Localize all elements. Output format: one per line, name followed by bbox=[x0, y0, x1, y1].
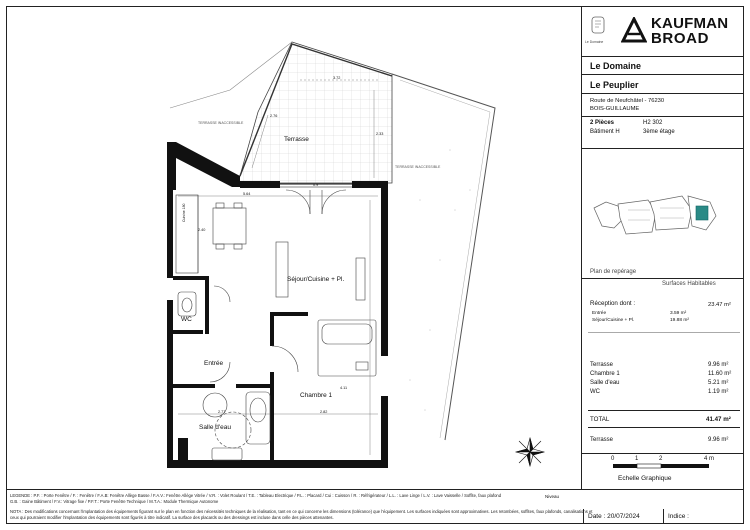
date-cell bbox=[583, 509, 664, 524]
site-plan-map bbox=[592, 192, 740, 254]
site-plan-highlight bbox=[696, 206, 708, 220]
dim-bed-width: 2.82 bbox=[320, 410, 328, 414]
building-name: Le Peuplier bbox=[590, 80, 639, 90]
surface-row-label: WC bbox=[590, 389, 600, 395]
room-label-sejour: Séjour/Cuisine + Pl. bbox=[287, 276, 345, 283]
surface-row-label: Salle d'eau bbox=[590, 380, 620, 386]
total-label: TOTAL bbox=[590, 416, 610, 423]
dim-terrace-diag: 2.76 bbox=[270, 114, 278, 118]
kaufman-broad-logo-icon bbox=[621, 17, 647, 43]
nota-line-1: NOTA : Des modifications concernant l'implantation des équipements figurant sur le plan en fonction des nécessités techniques de la réalisation, tant en ce qui concerne les dimensions (tolérance) que l'équipement. Les surfaces indiquées sont approximatives. Les retombées, soffites, faux plafonds, canalisations et bbox=[10, 509, 593, 514]
brand-name-line1: KAUFMAN bbox=[651, 15, 729, 32]
entree-value: 3.59 m² bbox=[670, 311, 687, 316]
level-label: Niveau bbox=[545, 494, 560, 499]
annex-value: 9.96 m² bbox=[708, 437, 729, 443]
surface-row-value: 1.19 m² bbox=[708, 389, 729, 395]
scale-tick-label: 0 bbox=[611, 456, 615, 462]
label-terrasse-inaccessible-left: TERRASSE INACCESSIBLE bbox=[198, 121, 244, 125]
scale-caption: Echelle Graphique bbox=[618, 475, 672, 482]
surfaces-title: Surfaces Habitables bbox=[662, 281, 716, 287]
surface-row-value: 5.21 m² bbox=[708, 380, 729, 386]
unit-code: H2 302 bbox=[643, 120, 663, 126]
surface-row-value: 9.96 m² bbox=[708, 362, 729, 368]
index-label: Indice : bbox=[668, 513, 689, 520]
info-sidebar bbox=[581, 7, 744, 489]
legend-footer bbox=[6, 489, 744, 525]
unit-type: 2 Pièces bbox=[590, 120, 615, 126]
residence-logo-caption: Le Domaine bbox=[585, 40, 604, 44]
terrace-area bbox=[238, 42, 392, 183]
scale-tick-label: 1 bbox=[635, 456, 639, 462]
room-label-entree: Entrée bbox=[204, 360, 224, 367]
compass-icon bbox=[516, 438, 544, 466]
unit-floor: 3ème étage bbox=[643, 129, 675, 135]
label-terrasse-inaccessible-right: TERRASSE INACCESSIBLE bbox=[395, 165, 441, 169]
room-label-salle-eau: Salle d'eau bbox=[199, 424, 231, 431]
scale-tick-label: 4 m bbox=[704, 456, 715, 462]
address-line-2: BOIS-GUILLAUME bbox=[590, 106, 640, 112]
surface-row-value: 11.60 m² bbox=[708, 371, 732, 377]
apartment-walls bbox=[167, 142, 388, 468]
dim-kitchen: 2.40 bbox=[198, 228, 206, 232]
reception-label: Réception dont : bbox=[590, 300, 636, 307]
dim-terrace-height: 2.33 bbox=[376, 132, 384, 136]
dim-living-width: 5.64 bbox=[243, 192, 251, 196]
residence-logo-icon bbox=[591, 16, 605, 36]
total-value: 41.47 m² bbox=[706, 416, 731, 423]
sejour-label: Séjour/Cuisine + Pl. bbox=[592, 318, 635, 323]
entree-label: Entrée bbox=[592, 311, 607, 316]
annex-label: Terrasse bbox=[590, 437, 614, 443]
nota-line-2: ceux qui pourraient modifier l'implantation des équipements sont figurés à titre indicatif. La surface des placards ou des dressings est incluse dans celle des pièces attenantes. bbox=[10, 515, 334, 520]
index-cell bbox=[663, 509, 745, 524]
legend-line-2: G.B. : Gaine Bâtiment / F.V.: Vitrage fixe / P.F.T.: Porte Fenêtre Technique / M.T.A.: Module Thermique Autonome bbox=[10, 499, 219, 504]
surface-row-label: Chambre 1 bbox=[590, 371, 620, 377]
unit-building: Bâtiment H bbox=[590, 129, 620, 135]
label-cuisine: Cuisine 180 bbox=[182, 203, 186, 222]
scale-tick-label: 2 bbox=[659, 456, 663, 462]
address-line-1: Route de Neufchâtel - 76230 bbox=[590, 98, 665, 104]
room-label-wc: WC bbox=[181, 316, 192, 323]
brand-name-line2: BROAD bbox=[651, 30, 709, 47]
inaccessible-terrace-right bbox=[392, 74, 495, 440]
dim-bed-height: 4.11 bbox=[340, 386, 348, 390]
dim-bath-width: 2.77 bbox=[218, 410, 226, 414]
surface-row-label: Terrasse bbox=[590, 362, 614, 368]
room-label-chambre: Chambre 1 bbox=[300, 392, 333, 399]
date-label: Date : 20/07/2024 bbox=[588, 513, 640, 520]
dim-terrace-width: 3.72 bbox=[333, 76, 341, 80]
dim-window: 0.9 bbox=[313, 183, 319, 187]
site-plan-caption: Plan de repérage bbox=[590, 269, 637, 275]
reception-value: 23.47 m² bbox=[708, 302, 731, 308]
sejour-value: 19.88 m² bbox=[670, 318, 689, 323]
residence-name: Le Domaine bbox=[590, 61, 642, 71]
room-label-terrasse: Terrasse bbox=[284, 136, 309, 143]
legend-line-1: LEGENDE : P.F. : Porte Fenêtre / F. : Fenêtre / F.A.B: Fenêtre Allège Basse / F.A.V.: Fenêtre Allège Vitrée / V.R. : Volet Roulant / T.E. : Tableau Electrique / P.L. : Placard / Cui : Cuisson / R. : Réfrigérateur / L.L. : Lave Linge / L.V. : Lave Vaisselle / Soffite, faux plafond bbox=[10, 493, 502, 498]
scale-bar bbox=[609, 461, 721, 473]
